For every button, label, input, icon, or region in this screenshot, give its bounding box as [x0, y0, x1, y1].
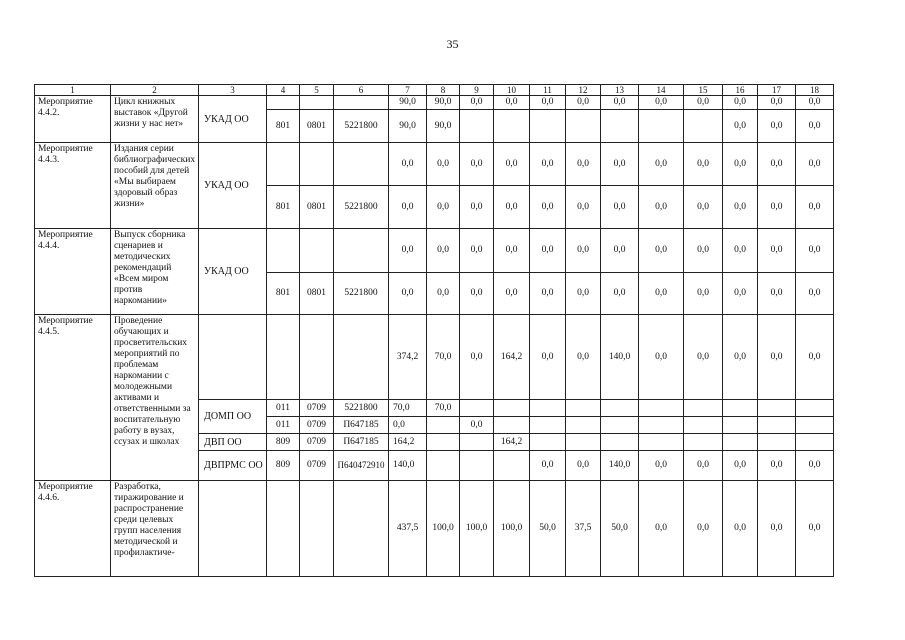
executor: ДОМП ОО: [199, 400, 267, 434]
measure-name: Мероприятие 4.4.5.: [35, 315, 111, 481]
cell: 0,0: [639, 96, 684, 110]
cell: 0,0: [796, 96, 834, 110]
cell: 0,0: [684, 229, 723, 273]
cell: 0,0: [758, 481, 796, 577]
cell: 0,0: [723, 110, 758, 143]
table-row: [35, 481, 834, 577]
cell: 0,0: [684, 481, 723, 577]
cell: 90,0: [427, 110, 460, 143]
cell: 0,0: [389, 417, 427, 434]
cell: 0,0: [427, 229, 460, 273]
cell: 011: [267, 417, 300, 434]
cell: 0,0: [427, 273, 460, 315]
cell: 0,0: [601, 96, 639, 110]
cell: 0,0: [639, 143, 684, 186]
cell: 0,0: [723, 481, 758, 577]
cell: 0,0: [460, 186, 494, 229]
cell: 0,0: [566, 143, 601, 186]
page-number: 35: [446, 37, 459, 51]
cell: 0,0: [723, 96, 758, 110]
cell: 0,0: [566, 451, 601, 481]
column-header: 7: [389, 85, 427, 96]
cell: 0,0: [796, 481, 834, 577]
cell: 0,0: [723, 186, 758, 229]
cell: 011: [267, 400, 300, 417]
cell: 0,0: [566, 186, 601, 229]
cell: 0,0: [639, 451, 684, 481]
cell: 0,0: [796, 273, 834, 315]
cell: 801: [267, 273, 300, 315]
cell: 0,0: [460, 417, 494, 434]
cell: 164,2: [389, 434, 427, 451]
cell: 5221800: [334, 186, 389, 229]
cell: 801: [267, 186, 300, 229]
column-header: 11: [530, 85, 566, 96]
cell: 0,0: [566, 273, 601, 315]
executor: УКАД ОО: [199, 229, 267, 315]
column-header: 13: [601, 85, 639, 96]
cell: 809: [267, 451, 300, 481]
cell: 37,5: [566, 481, 601, 577]
cell: 0,0: [530, 143, 566, 186]
cell: 5221800: [334, 400, 389, 417]
cell: 0,0: [796, 110, 834, 143]
column-header: 18: [796, 85, 834, 96]
cell: 0,0: [460, 273, 494, 315]
executor: ДВПРМС ОО: [199, 451, 267, 481]
cell: 100,0: [494, 481, 530, 577]
cell: 0,0: [723, 451, 758, 481]
cell: П647185: [334, 417, 389, 434]
cell: 801: [267, 110, 300, 143]
column-header: 2: [111, 85, 199, 96]
column-header: 15: [684, 85, 723, 96]
cell: 0,0: [389, 229, 427, 273]
cell: 0,0: [639, 481, 684, 577]
cell: 100,0: [460, 481, 494, 577]
cell: 90,0: [389, 96, 427, 110]
cell: 0709: [300, 451, 334, 481]
cell: 0,0: [530, 315, 566, 400]
measure-description: Издания серии библиографических пособий для детей «Мы выбираем здоровый образ жизни»: [111, 143, 199, 229]
measure-description: Цикл книжных выставок «Другой жизни у нас нет»: [111, 96, 199, 143]
cell: 50,0: [601, 481, 639, 577]
cell: 0,0: [427, 143, 460, 186]
cell: 0,0: [758, 451, 796, 481]
cell: 0,0: [684, 315, 723, 400]
cell: 0,0: [460, 315, 494, 400]
cell: 0,0: [684, 143, 723, 186]
measure-name: Мероприятие 4.4.2.: [35, 96, 111, 143]
cell: 140,0: [389, 451, 427, 481]
cell: 0,0: [796, 143, 834, 186]
cell: 0,0: [758, 229, 796, 273]
cell: 0,0: [494, 186, 530, 229]
column-header: 6: [334, 85, 389, 96]
cell: 0,0: [427, 186, 460, 229]
column-header: 8: [427, 85, 460, 96]
executor: УКАД ОО: [199, 143, 267, 229]
cell: 0,0: [460, 143, 494, 186]
cell: 0,0: [494, 96, 530, 110]
cell: 164,2: [494, 315, 530, 400]
cell: 0,0: [796, 451, 834, 481]
cell: 0,0: [494, 273, 530, 315]
cell: 0,0: [758, 143, 796, 186]
cell: 0,0: [460, 229, 494, 273]
cell: 90,0: [427, 96, 460, 110]
measure-name: Мероприятие 4.4.3.: [35, 143, 111, 229]
cell: 5221800: [334, 110, 389, 143]
column-header: 5: [300, 85, 334, 96]
cell: 0,0: [723, 143, 758, 186]
cell: 0,0: [601, 229, 639, 273]
cell: 0,0: [566, 96, 601, 110]
cell: 0,0: [684, 96, 723, 110]
cell: П640472910: [334, 451, 389, 481]
table-row: [35, 143, 834, 186]
cell: 0,0: [530, 96, 566, 110]
column-header: 14: [639, 85, 684, 96]
cell: 0,0: [601, 273, 639, 315]
table-row: [35, 96, 834, 110]
cell: 0,0: [758, 315, 796, 400]
cell: 0,0: [601, 186, 639, 229]
cell: 0,0: [530, 229, 566, 273]
cell: 0,0: [758, 110, 796, 143]
cell: 70,0: [427, 315, 460, 400]
cell: 90,0: [389, 110, 427, 143]
table-row: [35, 315, 834, 400]
cell: 0,0: [389, 143, 427, 186]
cell: 809: [267, 434, 300, 451]
header-row: [35, 85, 834, 96]
cell: 0,0: [389, 186, 427, 229]
cell: 0709: [300, 434, 334, 451]
cell: 0,0: [530, 451, 566, 481]
executor: ДВП ОО: [199, 434, 267, 451]
column-header: 4: [267, 85, 300, 96]
cell: 0,0: [758, 273, 796, 315]
executor: УКАД ОО: [199, 96, 267, 143]
cell: 0,0: [639, 315, 684, 400]
measure-description: Разработка, тиражирование и распространение среди целевых групп населения методической и профилактиче-: [111, 481, 199, 577]
cell: 0,0: [566, 315, 601, 400]
budget-table: [34, 84, 834, 577]
cell: 0709: [300, 400, 334, 417]
measure-description: Выпуск сборника сценариев и методических рекомендаций «Всем миром против наркомании»: [111, 229, 199, 315]
cell: 0,0: [639, 186, 684, 229]
cell: 374,2: [389, 315, 427, 400]
cell: 0,0: [601, 143, 639, 186]
column-header: 16: [723, 85, 758, 96]
cell: 5221800: [334, 273, 389, 315]
cell: 0,0: [684, 451, 723, 481]
cell: 0,0: [460, 96, 494, 110]
measure-description: Проведение обучающих и просветительских мероприятий по проблемам наркомании с молодежными активами и ответственными за воспитательную работу в вузах, ссузах и школах: [111, 315, 199, 481]
cell: 140,0: [601, 315, 639, 400]
cell: 70,0: [427, 400, 460, 417]
cell: 0,0: [639, 273, 684, 315]
table-row: [35, 229, 834, 273]
cell: 0,0: [494, 229, 530, 273]
measure-name: Мероприятие 4.4.4.: [35, 229, 111, 315]
cell: 140,0: [601, 451, 639, 481]
cell: 0,0: [796, 229, 834, 273]
cell: 0,0: [796, 186, 834, 229]
column-header: 10: [494, 85, 530, 96]
column-header: 17: [758, 85, 796, 96]
cell: 164,2: [494, 434, 530, 451]
cell: 0801: [300, 273, 334, 315]
cell: 0709: [300, 417, 334, 434]
column-header: 1: [35, 85, 111, 96]
cell: П647185: [334, 434, 389, 451]
cell: 0,0: [796, 315, 834, 400]
cell: 0,0: [758, 96, 796, 110]
cell: 0,0: [530, 273, 566, 315]
cell: 437,5: [389, 481, 427, 577]
cell: 100,0: [427, 481, 460, 577]
cell: 0,0: [494, 143, 530, 186]
column-header: 9: [460, 85, 494, 96]
cell: 0,0: [389, 273, 427, 315]
cell: 0,0: [566, 229, 601, 273]
measure-name: Мероприятие 4.4.6.: [35, 481, 111, 577]
cell: 0,0: [723, 229, 758, 273]
column-header: 3: [199, 85, 267, 96]
cell: 0,0: [758, 186, 796, 229]
cell: 0801: [300, 110, 334, 143]
cell: 0,0: [723, 273, 758, 315]
cell: 50,0: [530, 481, 566, 577]
cell: 0,0: [723, 315, 758, 400]
cell: 0,0: [684, 273, 723, 315]
column-header: 12: [566, 85, 601, 96]
cell: 0,0: [530, 186, 566, 229]
cell: 0,0: [684, 186, 723, 229]
cell: 0801: [300, 186, 334, 229]
cell: 70,0: [389, 400, 427, 417]
cell: 0,0: [639, 229, 684, 273]
